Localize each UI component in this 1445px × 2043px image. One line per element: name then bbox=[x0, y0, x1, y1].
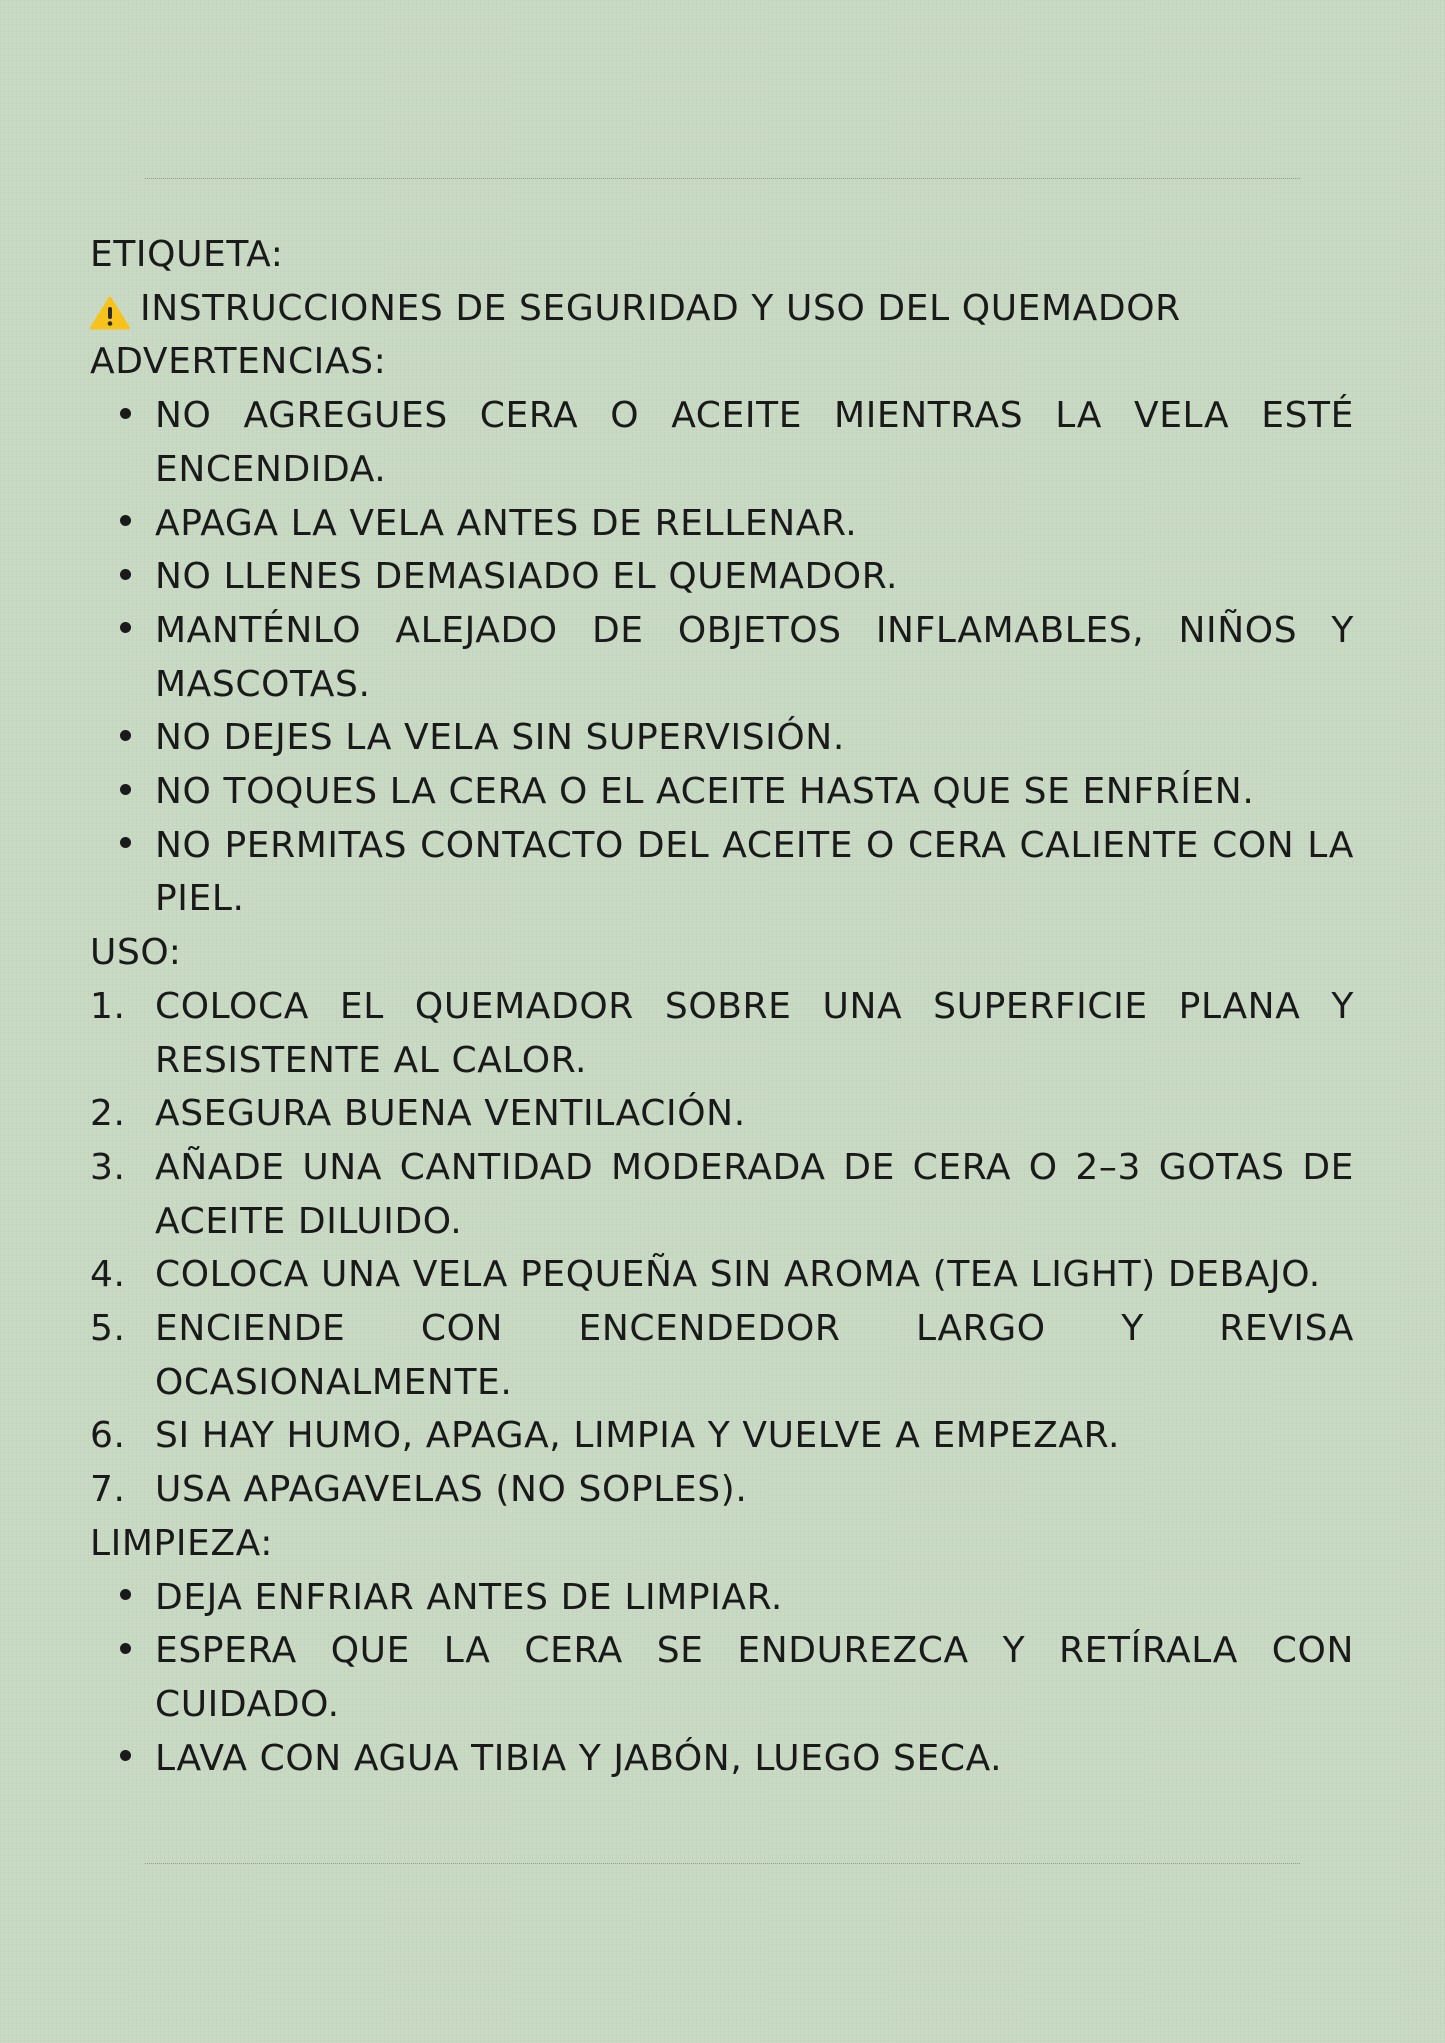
warning-icon bbox=[90, 292, 130, 326]
list-item bbox=[90, 765, 1354, 819]
bullet-icon bbox=[90, 819, 155, 873]
list-item-text: NO TOQUES LA CERA O EL ACEITE HASTA QUE SE ENFRÍEN. bbox=[155, 771, 1255, 813]
top-divider bbox=[145, 178, 1300, 179]
bullet-icon bbox=[90, 1571, 155, 1625]
list-item bbox=[90, 1302, 1354, 1409]
list-item-text: LAVA CON AGUA TIBIA Y JABÓN, LUEGO SECA. bbox=[155, 1737, 1003, 1779]
list-item-text: COLOCA EL QUEMADOR SOBRE UNA SUPERFICIE PLANA Y RESISTENTE AL CALOR. bbox=[155, 985, 1354, 1081]
bullet-icon bbox=[90, 497, 155, 551]
list-item bbox=[90, 1248, 1354, 1302]
bullet-icon bbox=[90, 711, 155, 765]
list-item bbox=[90, 1409, 1354, 1463]
list-item-text: NO DEJES LA VELA SIN SUPERVISIÓN. bbox=[155, 717, 845, 759]
list-item-text: COLOCA UNA VELA PEQUEÑA SIN AROMA (TEA LIGHT) DEBAJO. bbox=[155, 1254, 1321, 1296]
item-number: 3. bbox=[90, 1146, 126, 1188]
list-item bbox=[90, 1624, 1354, 1731]
list-item bbox=[90, 1732, 1354, 1786]
section-heading-limpieza: LIMPIEZA: bbox=[90, 1522, 273, 1564]
list-item bbox=[90, 711, 1354, 765]
list-item bbox=[90, 1463, 1354, 1517]
list-item-text: APAGA LA VELA ANTES DE RELLENAR. bbox=[155, 502, 858, 544]
bullet-icon bbox=[90, 550, 155, 604]
list-item-text: AÑADE UNA CANTIDAD MODERADA DE CERA O 2–3 GOTAS DE ACEITE DILUIDO. bbox=[155, 1146, 1354, 1242]
list-item bbox=[90, 389, 1354, 496]
list-item bbox=[90, 1571, 1354, 1625]
list-item-text: SI HAY HUMO, APAGA, LIMPIA Y VUELVE A EMPEZAR. bbox=[155, 1415, 1120, 1457]
bottom-divider bbox=[145, 1863, 1300, 1864]
bullet-icon bbox=[90, 604, 155, 658]
list-item-text: NO AGREGUES CERA O ACEITE MIENTRAS LA VELA ESTÉ ENCENDIDA. bbox=[155, 395, 1354, 490]
item-number: 7. bbox=[90, 1469, 126, 1511]
list-item-text: ESPERA QUE LA CERA SE ENDUREZCA Y RETÍRALA CON CUIDADO. bbox=[155, 1630, 1354, 1725]
label-content bbox=[90, 228, 1354, 1785]
bullet-icon bbox=[90, 1732, 155, 1786]
list-item-text: MANTÉNLO ALEJADO DE OBJETOS INFLAMABLES, NIÑOS Y MASCOTAS. bbox=[155, 609, 1354, 705]
bullet-icon bbox=[90, 765, 155, 819]
list-item bbox=[90, 497, 1354, 551]
list-item-text: ASEGURA BUENA VENTILACIÓN. bbox=[155, 1093, 746, 1135]
section-heading-advertencias: ADVERTENCIAS: bbox=[90, 341, 387, 383]
bullet-icon bbox=[90, 389, 155, 443]
list-item bbox=[90, 819, 1354, 926]
list-item-text: NO PERMITAS CONTACTO DEL ACEITE O CERA CALIENTE CON LA PIEL. bbox=[155, 824, 1354, 920]
list-item bbox=[90, 1087, 1354, 1141]
bullet-icon bbox=[90, 1624, 155, 1678]
title-line bbox=[90, 282, 1354, 336]
section-heading-uso: USO: bbox=[90, 932, 182, 974]
list-item-text: ENCIENDE CON ENCENDEDOR LARGO Y REVISA OCASIONALMENTE. bbox=[155, 1308, 1354, 1403]
label-heading: ETIQUETA: bbox=[90, 234, 284, 275]
advertencias-list bbox=[90, 389, 1354, 926]
item-number: 5. bbox=[90, 1308, 126, 1350]
list-item bbox=[90, 1141, 1354, 1248]
list-item-text: NO LLENES DEMASIADO EL QUEMADOR. bbox=[155, 556, 899, 598]
page-title: INSTRUCCIONES DE SEGURIDAD Y USO DEL QUEMADOR bbox=[140, 287, 1181, 329]
list-item-text: DEJA ENFRIAR ANTES DE LIMPIAR. bbox=[155, 1576, 783, 1618]
limpieza-list bbox=[90, 1571, 1354, 1786]
item-number: 2. bbox=[90, 1093, 126, 1135]
list-item-text: USA APAGAVELAS (NO SOPLES). bbox=[155, 1469, 748, 1511]
list-item bbox=[90, 604, 1354, 711]
item-number: 4. bbox=[90, 1254, 126, 1296]
list-item bbox=[90, 980, 1354, 1087]
list-item bbox=[90, 550, 1354, 604]
item-number: 1. bbox=[90, 985, 126, 1027]
item-number: 6. bbox=[90, 1415, 126, 1457]
uso-list bbox=[90, 980, 1354, 1517]
